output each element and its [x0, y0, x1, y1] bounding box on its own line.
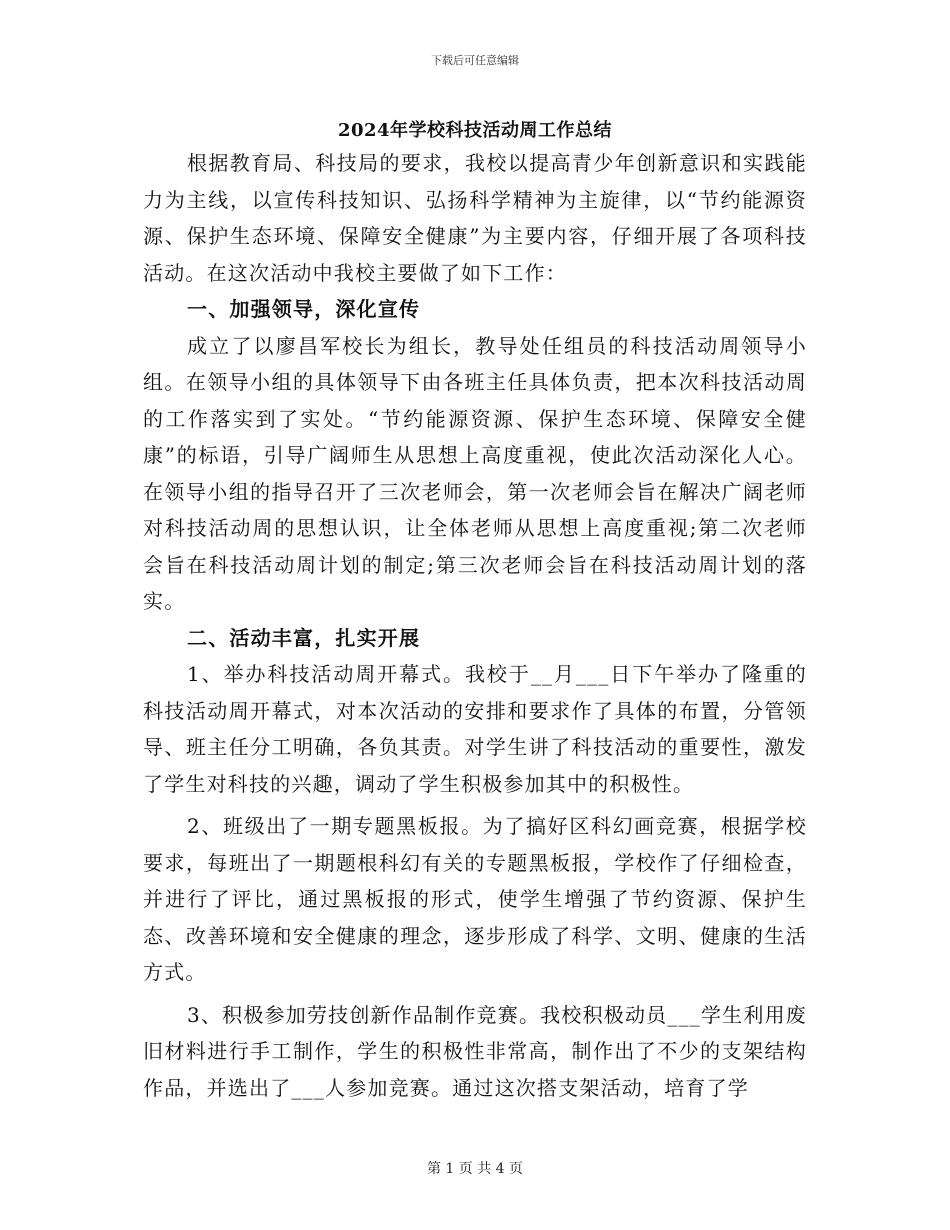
item-2-paragraph: 2、班级出了一期专题黑板报。为了搞好区科幻画竞赛，根据学校要求，每班出了一期题根科幻有关的专题黑板报，学校作了仔细检查，并进行了评比，通过黑板报的形式，使学生增强了节约资源、保护生态、改善环境和安全健康的理念，逐步形成了科学、文明、健康的生活方式。 — [143, 814, 807, 984]
page-header-note: 下载后可任意编辑 — [431, 54, 519, 67]
section-heading-1: 一、加强领导，深化宣传 — [187, 297, 421, 321]
document-body — [143, 145, 807, 1106]
section-1-paragraph: 成立了以廖昌军校长为组长，教导处任组员的科技活动周领导小组。在领导小组的具体领导下由各班主任具体负责，把本次科技活动周的工作落实到了实处。“节约能源资源、保护生态环境、保障安全健康”的标语，引导广阔师生从思想上高度重视，使此次活动深化人心。在领导小组的指导召开了三次老师会，第一次老师会旨在解决广阔老师对科技活动周的思想认识，让全体老师从思想上高度重视;第二次老师会旨在科技活动周计划的制定;第三次老师会旨在科技活动周计划的落实。 — [143, 333, 807, 613]
document-title: 2024年学校科技活动周工作总结 — [337, 120, 613, 141]
section-heading-2: 二、活动丰富，扎实开展 — [187, 625, 421, 650]
item-3-paragraph: 3、积极参加劳技创新作品制作竞赛。我校积极动员___学生利用废旧材料进行手工制作，学生的积极性非常高，制作出了不少的支架结构作品，并选出了___人参加竞赛。通过这次搭支架活动，培育了学 — [143, 1002, 807, 1100]
intro-paragraph: 根据教育局、科技局的要求，我校以提高青少年创新意识和实践能力为主线，以宣传科技知识、弘扬科学精神为主旋律，以“节约能源资源、保护生态环境、保障安全健康”为主要内容，仔细开展了各项科技活动。在这次活动中我校主要做了如下工作： — [143, 151, 807, 285]
page-number: 第 1 页 共 4 页 — [426, 1161, 524, 1177]
item-1-paragraph: 1、举办科技活动周开幕式。我校于__月___日下午举办了隆重的科技活动周开幕式，对本次活动的安排和要求作了具体的布置，分管领导、班主任分工明确，各负其责。对学生讲了科技活动的重要性，激发了学生对科技的兴趣，调动了学生积极参加其中的积极性。 — [143, 662, 807, 796]
